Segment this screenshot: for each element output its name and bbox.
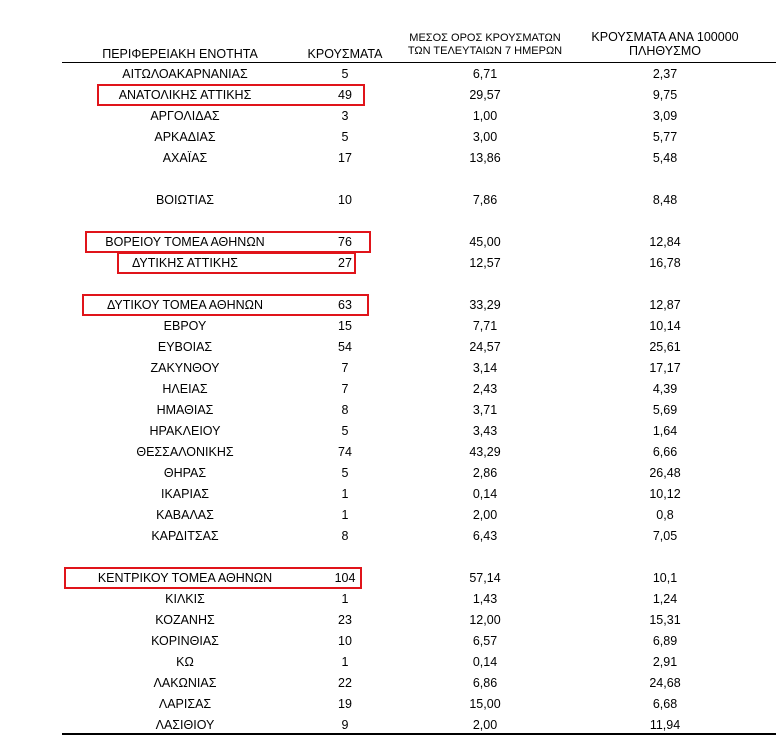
cell-per100k: 3,09 — [652, 109, 678, 123]
highlight-box — [85, 231, 371, 253]
cell-region: ΑΧΑΪΑΣ — [162, 151, 208, 165]
cell-avg7: 2,00 — [472, 718, 498, 732]
cell-avg7: 0,14 — [472, 487, 498, 501]
cell-avg7: 0,14 — [472, 655, 498, 669]
cell-per100k: 5,77 — [652, 130, 678, 144]
table-row — [0, 191, 776, 209]
cell-region: ΗΡΑΚΛΕΙΟΥ — [149, 424, 221, 438]
cell-avg7: 45,00 — [469, 235, 501, 249]
cell-cases: 63 — [338, 298, 352, 312]
cell-per100k: 12,87 — [649, 298, 681, 312]
cell-region: ΔΥΤΙΚΗΣ ΑΤΤΙΚΗΣ — [132, 256, 238, 270]
bottom-rule — [62, 733, 776, 735]
cell-avg7: 6,57 — [472, 634, 498, 648]
table-row — [0, 149, 776, 167]
cell-region: ΑΝΑΤΟΛΙΚΗΣ ΑΤΤΙΚΗΣ — [118, 88, 252, 102]
cell-cases: 5 — [341, 67, 349, 81]
cell-region: ΒΟΡΕΙΟΥ ΤΟΜΕΑ ΑΘΗΝΩΝ — [105, 235, 265, 249]
table-row — [0, 443, 776, 461]
cell-cases: 74 — [338, 445, 352, 459]
cell-cases: 5 — [341, 130, 349, 144]
cell-cases: 1 — [341, 655, 349, 669]
cell-avg7: 12,00 — [469, 613, 501, 627]
table-row — [0, 107, 776, 125]
cell-per100k: 8,48 — [652, 193, 678, 207]
table-row — [0, 485, 776, 503]
cell-per100k: 17,17 — [649, 361, 681, 375]
cell-per100k: 16,78 — [649, 256, 681, 270]
cell-region: ΚΕΝΤΡΙΚΟΥ ΤΟΜΕΑ ΑΘΗΝΩΝ — [97, 571, 273, 585]
cell-per100k: 2,91 — [652, 655, 678, 669]
cell-region: ΕΥΒΟΙΑΣ — [157, 340, 213, 354]
cell-per100k: 6,89 — [652, 634, 678, 648]
cell-avg7: 7,86 — [472, 193, 498, 207]
highlight-box — [64, 567, 362, 589]
cell-region: ΛΑΚΩΝΙΑΣ — [153, 676, 217, 690]
cell-avg7: 6,86 — [472, 676, 498, 690]
cell-cases: 5 — [341, 424, 349, 438]
cell-avg7: 3,43 — [472, 424, 498, 438]
table-row — [0, 653, 776, 671]
cell-per100k: 7,05 — [652, 529, 678, 543]
highlight-box — [82, 294, 369, 316]
table-row — [0, 401, 776, 419]
cell-per100k: 1,24 — [652, 592, 678, 606]
header-avg-line1: ΜΕΣΟΣ ΟΡΟΣ ΚΡΟΥΣΜΑΤΩΝ — [409, 32, 561, 44]
cell-avg7: 3,14 — [472, 361, 498, 375]
header-avg-line2: ΤΩΝ ΤΕΛΕΥΤΑΙΩΝ 7 ΗΜΕΡΩΝ — [407, 45, 563, 57]
cell-cases: 9 — [341, 718, 349, 732]
cell-cases: 8 — [341, 529, 349, 543]
cell-per100k: 6,66 — [652, 445, 678, 459]
cell-avg7: 3,71 — [472, 403, 498, 417]
cell-per100k: 2,37 — [652, 67, 678, 81]
cell-cases: 8 — [341, 403, 349, 417]
cell-per100k: 11,94 — [649, 718, 681, 732]
cell-region: ΑΡΚΑΔΙΑΣ — [154, 130, 216, 144]
cell-per100k: 5,48 — [652, 151, 678, 165]
cell-avg7: 15,00 — [469, 697, 501, 711]
table-row — [0, 590, 776, 608]
table-row — [0, 65, 776, 83]
cell-cases: 19 — [338, 697, 352, 711]
cell-region: ΔΥΤΙΚΟΥ ΤΟΜΕΑ ΑΘΗΝΩΝ — [106, 298, 264, 312]
cell-avg7: 12,57 — [469, 256, 501, 270]
cell-per100k: 25,61 — [649, 340, 681, 354]
cell-region: ΛΑΡΙΣΑΣ — [158, 697, 212, 711]
cell-region: ΚΑΡΔΙΤΣΑΣ — [151, 529, 219, 543]
cell-cases: 15 — [338, 319, 352, 333]
table-row — [0, 506, 776, 524]
cell-cases: 27 — [338, 256, 352, 270]
cell-region: ΚΟΡΙΝΘΙΑΣ — [151, 634, 219, 648]
cell-region: ΘΗΡΑΣ — [163, 466, 207, 480]
cell-avg7: 7,71 — [472, 319, 498, 333]
cell-avg7: 6,43 — [472, 529, 498, 543]
cell-per100k: 15,31 — [649, 613, 681, 627]
cell-per100k: 12,84 — [649, 235, 681, 249]
cell-region: ΖΑΚΥΝΘΟΥ — [150, 361, 220, 375]
cell-avg7: 33,29 — [469, 298, 501, 312]
table-row — [0, 317, 776, 335]
cell-avg7: 1,00 — [472, 109, 498, 123]
cell-per100k: 1,64 — [652, 424, 678, 438]
cell-cases: 104 — [334, 571, 356, 585]
table-row — [0, 527, 776, 545]
table-row — [0, 338, 776, 356]
cell-region: ΚΙΛΚΙΣ — [165, 592, 205, 606]
cell-region: ΒΟΙΩΤΙΑΣ — [155, 193, 215, 207]
cell-avg7: 13,86 — [469, 151, 501, 165]
cell-per100k: 26,48 — [649, 466, 681, 480]
cell-cases: 22 — [338, 676, 352, 690]
cell-region: ΗΜΑΘΙΑΣ — [156, 403, 214, 417]
cell-region: ΚΩ — [176, 655, 194, 669]
cell-cases: 1 — [341, 487, 349, 501]
cell-per100k: 4,39 — [652, 382, 678, 396]
table-row — [0, 716, 776, 734]
header-per-100k — [570, 30, 760, 58]
cell-avg7: 24,57 — [469, 340, 501, 354]
cell-per100k: 10,14 — [649, 319, 681, 333]
cell-cases: 3 — [341, 109, 349, 123]
cell-region: ΑΙΤΩΛΟΑΚΑΡΝΑΝΙΑΣ — [122, 67, 248, 81]
header-per100k-line2: ΠΛΗΘΥΣΜΟ — [629, 44, 701, 58]
cell-per100k: 5,69 — [652, 403, 678, 417]
table-row — [0, 695, 776, 713]
cell-cases: 1 — [341, 508, 349, 522]
table-row — [0, 674, 776, 692]
cell-avg7: 57,14 — [469, 571, 501, 585]
cell-cases: 49 — [338, 88, 352, 102]
table-row — [0, 359, 776, 377]
cell-cases: 10 — [338, 193, 352, 207]
header-region: ΠΕΡΙΦΕΡΕΙΑΚΗ ΕΝΟΤΗΤΑ — [102, 47, 258, 61]
cell-cases: 7 — [341, 361, 349, 375]
cell-avg7: 6,71 — [472, 67, 498, 81]
cell-avg7: 2,43 — [472, 382, 498, 396]
cell-avg7: 1,43 — [472, 592, 498, 606]
header-per100k-line1: ΚΡΟΥΣΜΑΤΑ ΑΝΑ 100000 — [591, 30, 739, 44]
cell-cases: 1 — [341, 592, 349, 606]
cell-region: ΚΑΒΑΛΑΣ — [156, 508, 214, 522]
cell-cases: 5 — [341, 466, 349, 480]
table-row — [0, 464, 776, 482]
table-row — [0, 422, 776, 440]
cell-region: ΑΡΓΟΛΙΔΑΣ — [150, 109, 220, 123]
cell-avg7: 2,00 — [472, 508, 498, 522]
cell-avg7: 3,00 — [472, 130, 498, 144]
table-row — [0, 632, 776, 650]
cell-cases: 10 — [338, 634, 352, 648]
cell-avg7: 2,86 — [472, 466, 498, 480]
header-rule — [62, 62, 776, 63]
highlight-box — [97, 84, 365, 106]
cell-cases: 23 — [338, 613, 352, 627]
cell-region: ΚΟΖΑΝΗΣ — [155, 613, 215, 627]
cell-avg7: 29,57 — [469, 88, 501, 102]
cell-region: ΗΛΕΙΑΣ — [162, 382, 208, 396]
cell-region: ΘΕΣΣΑΛΟΝΙΚΗΣ — [136, 445, 234, 459]
table-row — [0, 128, 776, 146]
cell-per100k: 0,8 — [656, 508, 674, 522]
cell-per100k: 9,75 — [652, 88, 678, 102]
table-row — [0, 380, 776, 398]
cell-per100k: 24,68 — [649, 676, 681, 690]
header-avg-7-days — [395, 32, 575, 58]
cell-cases: 7 — [341, 382, 349, 396]
header-cases: ΚΡΟΥΣΜΑΤΑ — [307, 47, 383, 61]
cell-per100k: 6,68 — [652, 697, 678, 711]
cell-cases: 76 — [338, 235, 352, 249]
cell-cases: 17 — [338, 151, 352, 165]
cell-avg7: 43,29 — [469, 445, 501, 459]
cell-cases: 54 — [338, 340, 352, 354]
table-row — [0, 611, 776, 629]
cell-per100k: 10,12 — [649, 487, 681, 501]
highlight-box — [117, 252, 356, 274]
cell-region: ΕΒΡΟΥ — [163, 319, 207, 333]
cell-per100k: 10,1 — [652, 571, 678, 585]
cell-region: ΛΑΣΙΘΙΟΥ — [155, 718, 215, 732]
cell-region: ΙΚΑΡΙΑΣ — [160, 487, 210, 501]
